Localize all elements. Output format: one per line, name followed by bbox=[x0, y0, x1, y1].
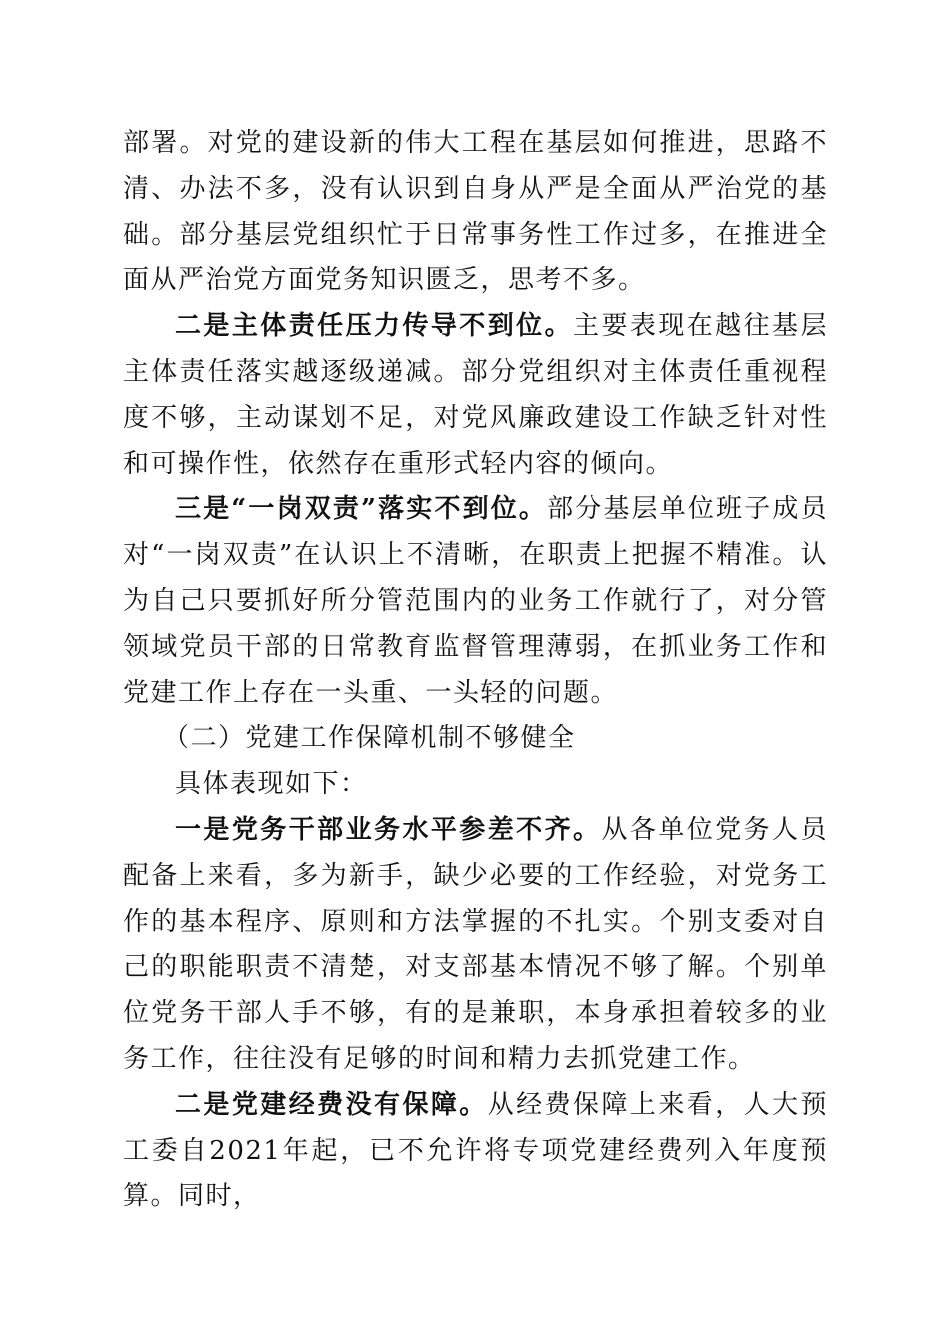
paragraph-details-intro bbox=[123, 762, 828, 808]
paragraph-lead: 三是“一岗双责”落实不到位。 bbox=[175, 494, 548, 525]
paragraph-text: 具体表现如下： bbox=[175, 769, 368, 800]
paragraph-cadre-level bbox=[123, 808, 828, 1083]
paragraph-main-responsibility bbox=[123, 304, 828, 487]
paragraph-funding bbox=[123, 1083, 828, 1220]
paragraph-text: 从经费保障上来看，人大预工委自2021年起，已不允许将专项党建经费列入年度预算。同时， bbox=[123, 1089, 828, 1212]
paragraph-text: 主要表现在越往基层主体责任落实越逐级递减。部分党组织对主体责任重视程度不够，主动谋划不足，对党风廉政建设工作缺乏针对性和可操作性，依然存在重形式轻内容的倾向。 bbox=[123, 311, 828, 479]
paragraph-lead: 二是主体责任压力传导不到位。 bbox=[175, 311, 574, 342]
paragraph-intro bbox=[123, 121, 828, 304]
paragraph-text: 从各单位党务人员配备上来看，多为新手，缺少必要的工作经验，对党务工作的基本程序、原则和方法掌握的不扎实。个别支委对自己的职能职责不清楚，对支部基本情况不够了解。个别单位党务干部人手不够，有的是兼职，本身承担着较多的业务工作，往往没有足够的时间和精力去抓党建工作。 bbox=[123, 814, 828, 1074]
document-body bbox=[123, 121, 828, 1220]
paragraph-lead: 二是党建经费没有保障。 bbox=[175, 1089, 488, 1120]
section-heading: （二）党建工作保障机制不够健全 bbox=[163, 723, 576, 754]
paragraph-text: 部署。对党的建设新的伟大工程在基层如何推进，思路不清、办法不多，没有认识到自身从严是全面从严治党的基础。部分基层党组织忙于日常事务性工作过多，在推进全面从严治党方面党务知识匮乏，思考不多。 bbox=[123, 128, 828, 296]
paragraph-dual-duty bbox=[123, 487, 828, 716]
paragraph-text: 部分基层单位班子成员对“一岗双责”在认识上不清晰，在职责上把握不精准。认为自己只要抓好所分管范围内的业务工作就行了，对分管领域党员干部的日常教育监督管理薄弱，在抓业务工作和党建工作上存在一头重、一头轻的问题。 bbox=[123, 494, 828, 708]
paragraph-lead: 一是党务干部业务水平参差不齐。 bbox=[175, 814, 602, 845]
